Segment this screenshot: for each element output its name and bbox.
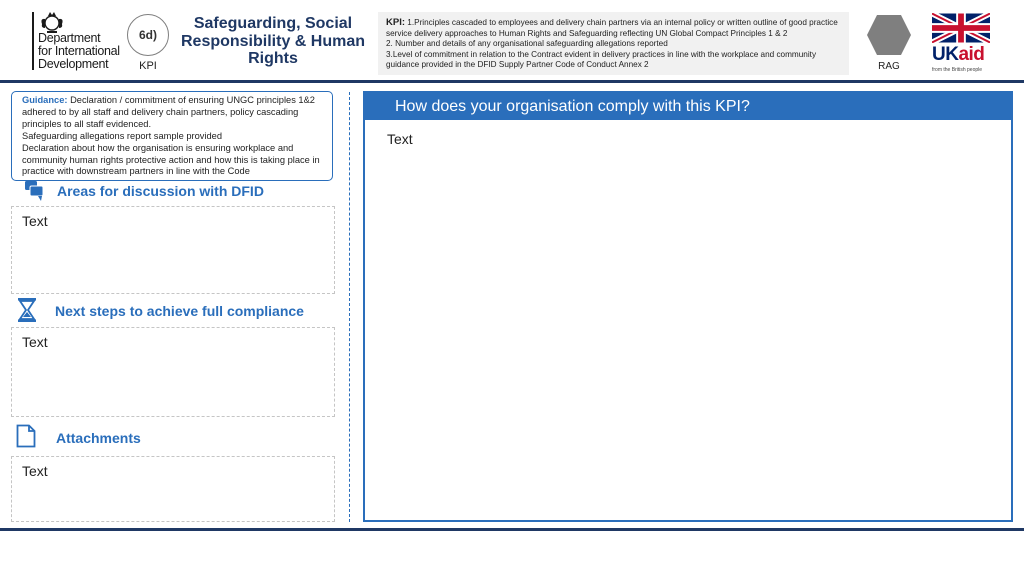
dept-line-3: Development — [38, 57, 109, 71]
guidance-text-2: Safeguarding allegations report sample provided — [22, 130, 223, 141]
guidance-label: Guidance: — [22, 95, 68, 105]
footer-divider — [0, 528, 1024, 531]
guidance-line-1 — [22, 95, 322, 131]
guidance-text-1: Declaration / commitment of ensuring UNGC principles 1&2 adhered to by all staff and delivery chain partners, policy cascading principles to all staff evidenced. — [22, 95, 315, 129]
kpi-description-label: KPI: — [386, 17, 405, 28]
kpi-compliance-panel[interactable] — [363, 91, 1013, 522]
speech-bubbles-icon — [24, 180, 44, 202]
kpi-description-3: 3.Level of commitment in relation to the Contract evident in delivery practices in line with the workplace and community guidance provided in the DFID Supply Partner Code of Conduct Annex 2 — [386, 49, 817, 70]
rag-status-hexagon[interactable] — [866, 14, 912, 56]
ukaid-tagline: from the British people — [932, 67, 983, 73]
title-line-1: Safeguarding, Social — [193, 15, 353, 32]
union-flag-icon — [932, 13, 990, 43]
areas-for-discussion-panel[interactable] — [11, 206, 335, 294]
next-steps-panel[interactable] — [11, 327, 335, 417]
kpi-description-2: 2. Number and details of any organisational safeguarding allegations reported — [386, 39, 668, 49]
hourglass-icon — [17, 297, 37, 323]
ukaid-logo — [930, 13, 992, 75]
next-steps-text[interactable]: Text — [22, 334, 48, 350]
logo-rule — [32, 12, 34, 70]
attachments-heading: Attachments — [56, 430, 141, 446]
next-steps-heading: Next steps to achieve full compliance — [55, 303, 304, 319]
rag-label: RAG — [878, 61, 900, 72]
kpi-line-1 — [386, 18, 841, 39]
header-divider — [0, 80, 1024, 83]
dfid-logo — [30, 10, 125, 72]
attachments-panel[interactable] — [11, 456, 335, 522]
page-title — [180, 15, 366, 68]
title-line-3: Rights — [248, 50, 298, 67]
title-line-2: Responsibility & Human — [180, 32, 366, 50]
column-divider — [349, 92, 350, 522]
ukaid-uk: UK — [932, 44, 959, 65]
ukaid-aid: aid — [958, 44, 985, 65]
kpi-number-badge: 6d) — [127, 14, 169, 56]
kpi-label: KPI — [139, 60, 157, 72]
kpi-description-1: 1.Principles cascaded to employees and delivery chain partners via an internal policy or written outline of good practice service delivery approaches to Human Rights and Safeguarding reflecting UN Global Compact Principles 1 & 2 — [386, 18, 838, 38]
dept-line-1: Department — [38, 31, 101, 45]
kpi-description-box — [378, 12, 849, 75]
document-icon — [16, 424, 36, 448]
areas-for-discussion-heading: Areas for discussion with DFID — [57, 183, 264, 199]
kpi-compliance-text[interactable]: Text — [387, 131, 413, 147]
attachments-text[interactable]: Text — [22, 463, 48, 479]
dept-line-2: for International — [38, 44, 120, 58]
guidance-box — [11, 91, 333, 181]
kpi-compliance-question: How does your organisation comply with this KPI? — [365, 93, 1011, 120]
areas-for-discussion-text[interactable]: Text — [22, 213, 48, 229]
guidance-text-3: Declaration about how the organisation is ensuring workplace and community human rights protective action and how this is taking place in practice with downstream partners in line with the Code — [22, 142, 320, 177]
